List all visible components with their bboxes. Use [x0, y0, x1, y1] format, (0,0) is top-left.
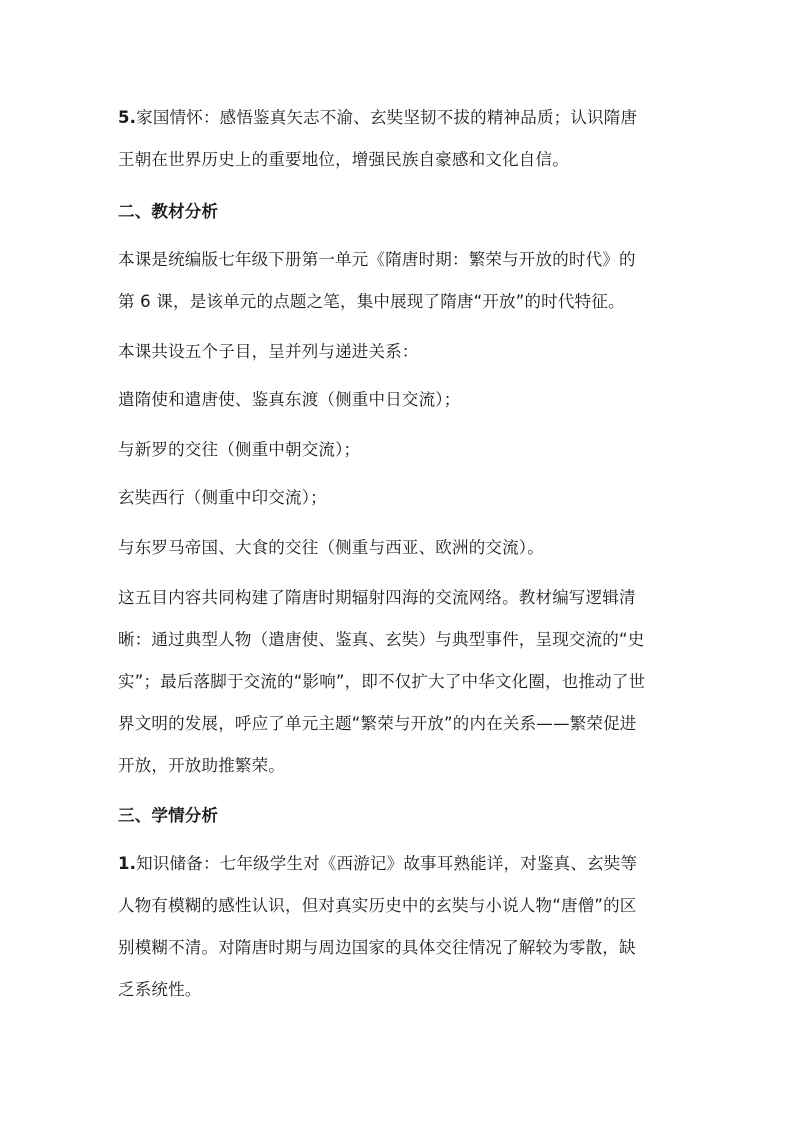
subitem-3: 玄奘西行（侧重中印交流）； [118, 488, 327, 507]
para-4-line-1 [118, 854, 637, 874]
para-4-line-3: 别模糊不清。对隋唐时期与周边国家的具体交往情况了解较为零散，缺 [118, 938, 636, 957]
subitem-1: 遣隋使和遣唐使、鉴真东渡（侧重中日交流）； [118, 390, 461, 409]
para-4-text: 知识储备：七年级学生对《西游记》故事耳熟能详，对鉴真、玄奘等 [136, 854, 638, 873]
para-3-line-5: 开放，开放助推繁荣。 [118, 756, 285, 775]
heading-textbook-analysis: 二、教材分析 [118, 202, 219, 221]
para-1-line-1: 本课是统编版七年级下册第一单元《隋唐时期：繁荣与开放的时代》的 [118, 250, 636, 269]
para-3-line-1: 这五目内容共同构建了隋唐时期辐射四海的交流网络。教材编写逻辑清 [118, 588, 636, 607]
goal-5-text: 家国情怀：感悟鉴真矢志不渝、玄奘坚韧不拔的精神品质；认识隋唐 [136, 108, 638, 127]
para-1-line-2: 第 6 课，是该单元的点题之笔，集中展现了隋唐“开放”的时代特征。 [118, 292, 625, 311]
goal-5-number: 5. [118, 108, 137, 127]
para-3-line-2: 晰：通过典型人物（遣唐使、鉴真、玄奘）与典型事件，呈现交流的“史 [118, 630, 645, 649]
subitem-2: 与新罗的交往（侧重中朝交流）； [118, 440, 361, 459]
para-3-line-3: 实”；最后落脚于交流的“影响”，即不仅扩大了中华文化圈，也推动了世 [118, 672, 646, 691]
para-4-line-4: 乏系统性。 [118, 980, 202, 999]
goal-5-line-2: 王朝在世界历史上的重要地位，增强民族自豪感和文化自信。 [118, 150, 569, 169]
goal-5-line-1 [118, 108, 637, 128]
para-4-line-2: 人物有模糊的感性认识，但对真实历史中的玄奘与小说人物“唐僧”的区 [118, 896, 637, 915]
para-4-number: 1. [118, 854, 137, 873]
para-3-line-4: 界文明的发展，呼应了单元主题“繁荣与开放”的内在关系——繁荣促进 [118, 714, 637, 733]
subitem-4: 与东罗马帝国、大食的交往（侧重与西亚、欧洲的交流）。 [118, 538, 544, 557]
heading-student-analysis: 三、学情分析 [118, 806, 219, 825]
para-2: 本课共设五个子目，呈并列与递进关系： [118, 342, 419, 361]
